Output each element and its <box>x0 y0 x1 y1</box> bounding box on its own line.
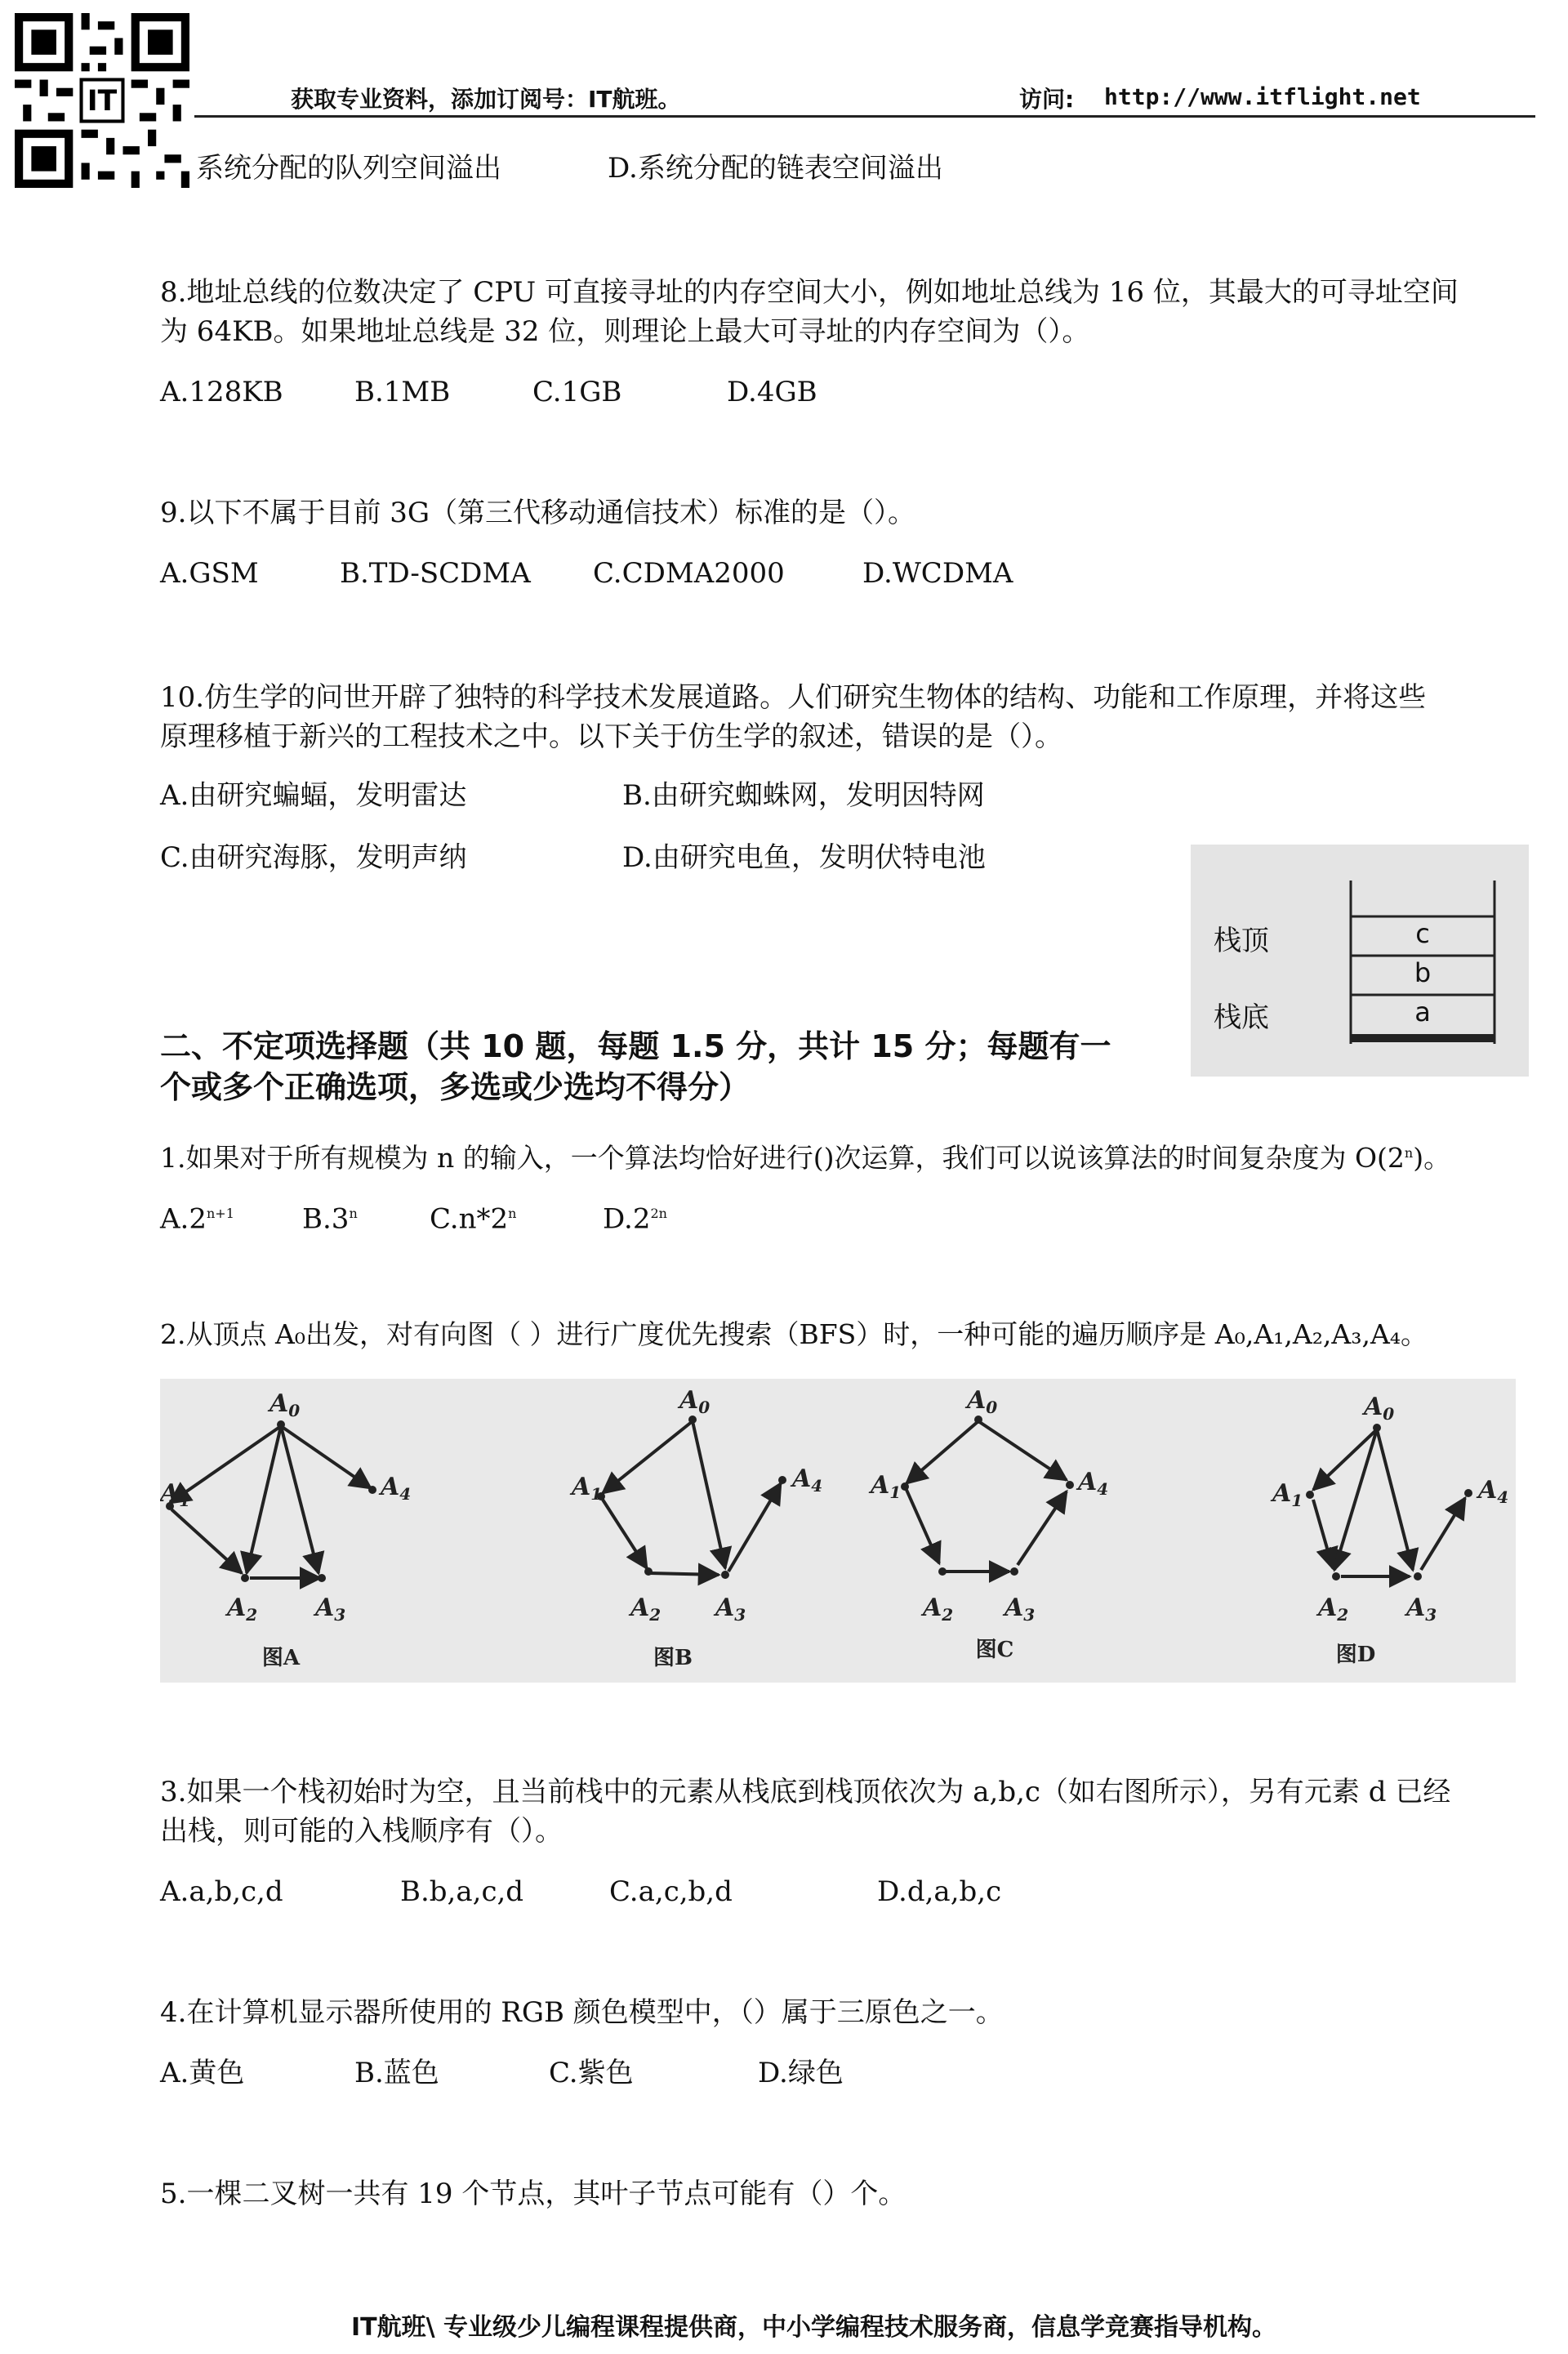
graph-a-node-a4: $A_4$ <box>381 1473 412 1504</box>
graph-c-node-a1: $A_1$ <box>871 1471 902 1502</box>
s2q3-option-c: C.a,c,b,d <box>609 1875 733 1908</box>
q9-option-b: B.TD-SCDMA <box>340 557 531 590</box>
q9-option-a: A.GSM <box>160 557 259 590</box>
graph-b-node-a3: $A_3$ <box>715 1594 746 1625</box>
graph-c-node-a3: $A_3$ <box>1004 1594 1036 1625</box>
s2q3-option-d: D.d,a,b,c <box>877 1875 1002 1908</box>
graph-a-node-a3: $A_3$ <box>315 1594 346 1625</box>
s2q4-option-b: B.蓝色 <box>354 2057 439 2089</box>
stack-cell-c: c <box>1415 918 1430 949</box>
q9-option-c: C.CDMA2000 <box>593 557 785 590</box>
q10-option-b: B.由研究蜘蛛网，发明因特网 <box>622 779 985 812</box>
stack-cell-b: b <box>1414 957 1432 988</box>
graph-d-node-a3: $A_3$ <box>1406 1594 1437 1625</box>
q10-line1: 10.仿生学的问世开辟了独特的科学技术发展道路。人们研究生物体的结构、功能和工作原理，并将这些 <box>160 681 1427 714</box>
graph-b-node-a0: $A_0$ <box>679 1386 710 1417</box>
graph-d-caption: 图D <box>1335 1643 1376 1667</box>
graph-d-node-a1: $A_1$ <box>1272 1479 1303 1510</box>
q10-option-c: C.由研究海豚，发明声纳 <box>160 841 467 874</box>
s2q4-option-d: D.绿色 <box>758 2057 844 2089</box>
s2q2-text: 2.从顶点 A₀出发，对有向图（ ）进行广度优先搜索（BFS）时，一种可能的遍历顺序是 A₀,A₁,A₂,A₃,A₄。 <box>160 1318 1428 1350</box>
s2q3-option-a: A.a,b,c,d <box>160 1875 283 1908</box>
s2q1-option-c-base: C.n*2 <box>430 1202 509 1236</box>
s2q3-line1: 3.如果一个栈初始时为空，且当前栈中的元素从栈底到栈顶依次为 a,b,c（如右图所示），另有元素 d 已经 <box>160 1776 1451 1808</box>
graph-b-caption: 图B <box>653 1646 693 1670</box>
q8-option-b: B.1MB <box>354 376 451 408</box>
s2q1-text-tail: )。 <box>1413 1142 1451 1174</box>
prev-option-c-partial: 系统分配的队列空间溢出 <box>196 152 501 185</box>
header-url-link[interactable]: http://www.itflight.net <box>1104 83 1421 110</box>
q8-option-a: A.128KB <box>160 376 283 408</box>
footer-text: IT航班\ 专业级少儿编程课程提供商，中小学编程技术服务商，信息学竞赛指导机构。 <box>351 2313 1277 2342</box>
svg-text:IT: IT <box>87 85 118 118</box>
s2q1-option-d-base: D.2 <box>603 1202 651 1236</box>
stack-figure <box>1191 845 1529 1077</box>
graph-d <box>1313 1429 1465 1576</box>
header-visit-label: 访问: <box>1019 86 1075 113</box>
s2q3-option-b: B.b,a,c,d <box>400 1875 524 1908</box>
q10-line2: 原理移植于新兴的工程技术之中。以下关于仿生学的叙述，错误的是（）。 <box>160 720 1062 753</box>
s2q1-option-d-sup: 2n <box>650 1206 667 1221</box>
graph-d-node-a4: $A_4$ <box>1478 1476 1509 1507</box>
graph-a-caption: 图A <box>261 1646 301 1670</box>
prev-option-d: D.系统分配的链表空间溢出 <box>608 152 943 185</box>
s2q3-line2: 出栈，则可能的入栈顺序有（）。 <box>160 1815 563 1848</box>
q8-option-c: C.1GB <box>532 376 622 408</box>
s2q1-option-b-sup: n <box>349 1206 358 1221</box>
s2q1-option-a-sup: n+1 <box>207 1206 234 1221</box>
header-rule <box>194 115 1535 118</box>
graph-figures <box>160 1379 1516 1683</box>
graph-c <box>906 1421 1067 1572</box>
q9-text: 9.以下不属于目前 3G（第三代移动通信技术）标准的是（）。 <box>160 497 916 529</box>
graph-b-node-a4: $A_4$ <box>792 1465 823 1496</box>
s2q1-option-b <box>302 1197 358 1235</box>
s2q1-text-sup: n <box>1404 1145 1414 1161</box>
s2q1-option-a <box>160 1197 234 1235</box>
s2q1-text <box>160 1137 1450 1175</box>
graph-b <box>603 1421 781 1575</box>
graph-c-node-a0: $A_0$ <box>967 1386 998 1417</box>
stack-top-label: 栈顶 <box>1214 925 1269 957</box>
s2q5-text: 5.一棵二叉树一共有 19 个节点，其叶子节点可能有（）个。 <box>160 2178 906 2210</box>
stack-bottom-label: 栈底 <box>1214 1001 1269 1034</box>
s2q1-text-main: 1.如果对于所有规模为 n 的输入，一个算法均恰好进行()次运算，我们可以说该算法的时间复杂度为 O(2 <box>160 1142 1405 1174</box>
header-subscribe-text: 获取专业资料，添加订阅号：IT航班。 <box>291 86 681 113</box>
q10-option-d: D.由研究电鱼，发明伏特电池 <box>622 841 986 874</box>
q8-line2: 为 64KB。如果地址总线是 32 位，则理论上最大可寻址的内存空间为（）。 <box>160 315 1090 348</box>
q9-option-d: D.WCDMA <box>862 557 1013 590</box>
graph-a-node-a0: $A_0$ <box>270 1389 301 1420</box>
graph-b-node-a2: $A_2$ <box>630 1594 662 1625</box>
s2q4-option-c: C.紫色 <box>549 2057 634 2089</box>
section2-heading-line2: 个或多个正确选项，多选或少选均不得分） <box>160 1069 751 1105</box>
section2-heading-line1: 二、不定项选择题（共 10 题，每题 1.5 分，共计 15 分；每题有一 <box>160 1028 1111 1064</box>
s2q1-option-b-base: B.3 <box>302 1202 350 1236</box>
stack-cell-a: a <box>1414 996 1431 1028</box>
graph-a-node-a1: $A_1$ <box>160 1479 191 1510</box>
s2q4-option-a: A.黄色 <box>160 2057 245 2089</box>
s2q1-option-c <box>430 1197 516 1235</box>
q8-option-d: D.4GB <box>727 376 817 408</box>
q8-line1: 8.地址总线的位数决定了 CPU 可直接寻址的内存空间大小，例如地址总线为 16 位，其最大的可寻址空间 <box>160 276 1459 309</box>
s2q1-option-c-sup: n <box>508 1206 517 1221</box>
graph-c-node-a4: $A_4$ <box>1078 1468 1109 1499</box>
qr-code <box>15 13 189 188</box>
graph-a <box>170 1426 371 1578</box>
graph-c-node-a2: $A_2$ <box>923 1594 954 1625</box>
graph-d-node-a0: $A_0$ <box>1364 1393 1395 1424</box>
graph-d-node-a2: $A_2$ <box>1318 1594 1349 1625</box>
s2q1-option-a-base: A.2 <box>160 1202 207 1236</box>
s2q4-text: 4.在计算机显示器所使用的 RGB 颜色模型中，（）属于三原色之一。 <box>160 1996 1004 2029</box>
s2q1-option-d <box>603 1197 667 1235</box>
q10-option-a: A.由研究蝙蝠，发明雷达 <box>160 779 467 812</box>
graph-a-node-a2: $A_2$ <box>227 1594 258 1625</box>
graph-c-caption: 图C <box>975 1638 1014 1662</box>
graph-b-node-a1: $A_1$ <box>572 1473 603 1504</box>
